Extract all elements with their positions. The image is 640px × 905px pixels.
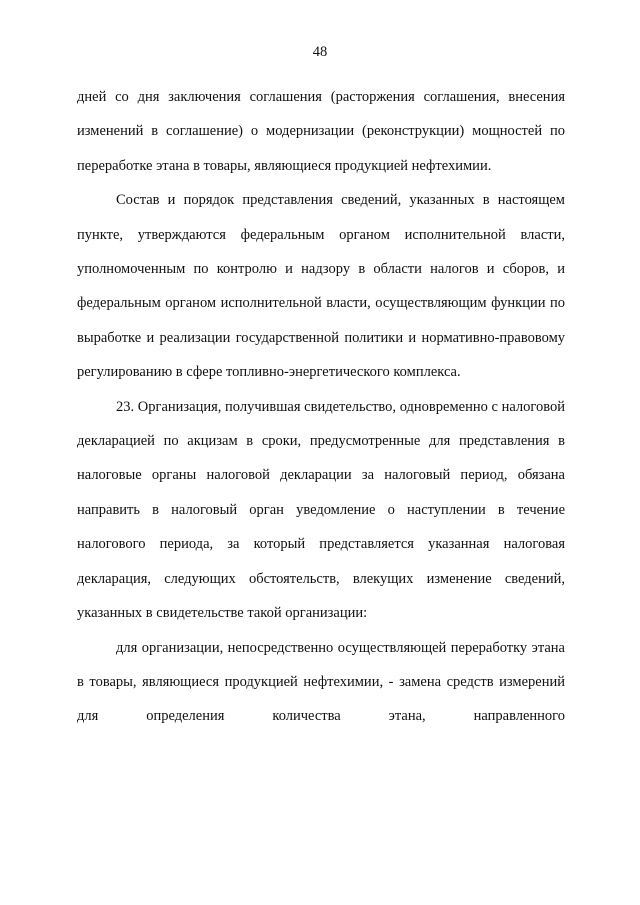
document-body (77, 80, 565, 734)
paragraph-2: Состав и порядок представления сведений, указанных в настоящем пункте, утверждаются федеральным органом исполнительной власти, уполномоченным по контролю и надзору в области налогов и сборов, и федеральным органом исполнительной власти, осуществляющим функции по выработке и реализации государственной политики и нормативно-правовому регулированию в сфере топливно-энергетического комплекса. (77, 192, 565, 381)
paragraph-3: 23. Организация, получившая свидетельство, одновременно с налоговой декларацией по акцизам в сроки, предусмотренные для представления в налоговые органы налоговой декларации за налоговый период, обязана направить в налоговый орган уведомление о наступлении в течение налогового периода, за который представляется указанная налоговая декларация, следующих обстоятельств, влекущих изменение сведений, указанных в свидетельстве такой организации: (77, 398, 565, 622)
paragraph-4: для организации, непосредственно осуществляющей переработку этана в товары, являющиеся продукцией нефтехимии, - замена средств измерений для определения количества этана, направленного (77, 639, 565, 725)
page-number: 48 (312, 44, 328, 60)
paragraph-1: дней со дня заключения соглашения (расторжения соглашения, внесения изменений в соглашение) о модернизации (реконструкции) мощностей по переработке этана в товары, являющиеся продукцией нефтехимии. (77, 89, 565, 174)
